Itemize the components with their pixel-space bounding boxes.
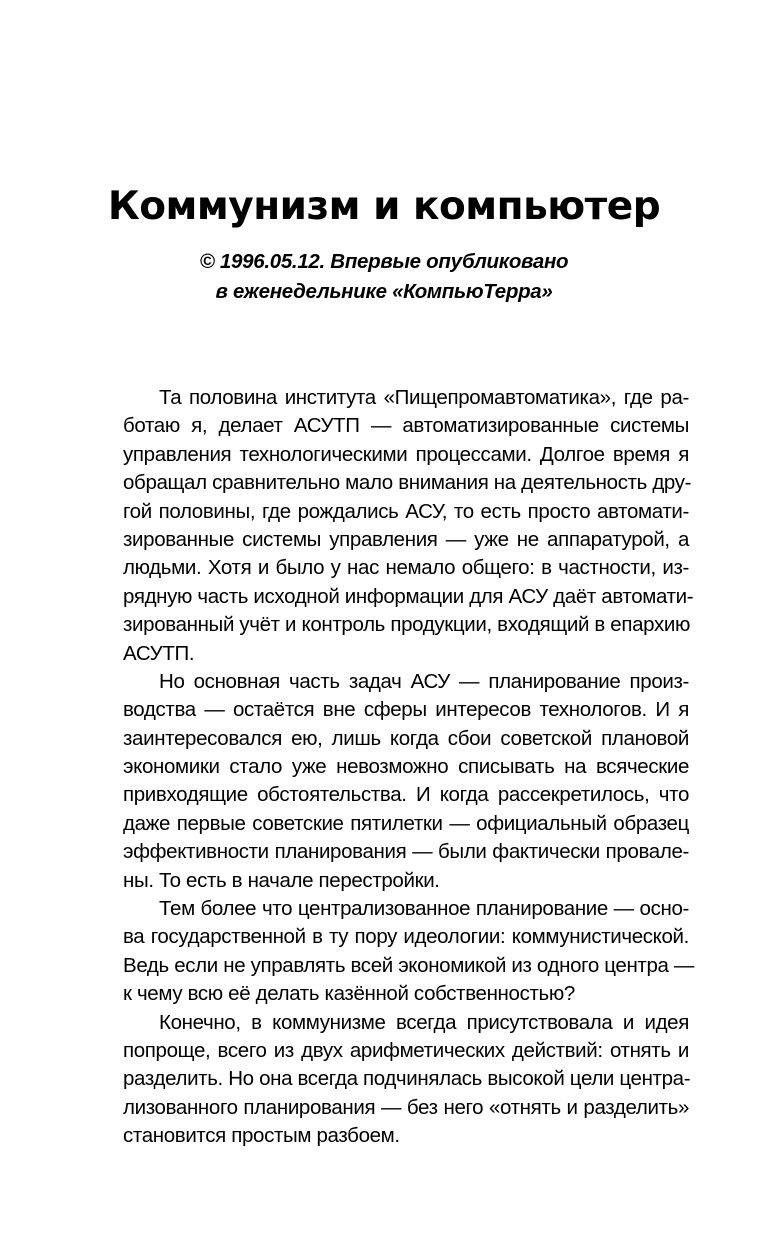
text-line: к чему всю её делать казённой собственностью? — [123, 982, 575, 1006]
text-line: Та половина института «Пищепромавтоматика», где ра- — [159, 386, 689, 409]
subtitle — [0, 247, 768, 307]
page-title: Коммунизм и компьютер — [107, 184, 661, 229]
text-line: заинтересовался ею, лишь когда сбои советской плановой — [123, 726, 689, 750]
paragraph — [123, 384, 694, 668]
text-line: ны. То есть в начале перестройки. — [123, 868, 440, 892]
text-line: лизованного планирования — без него «отнять и разделить» — [123, 1095, 689, 1119]
text-line: Ведь если не управлять всей экономикой из одного центра — — [123, 953, 695, 977]
paragraph — [123, 895, 695, 1009]
text-line: разделить. Но она всегда подчинялась высокой цели центра- — [123, 1067, 691, 1091]
text-line: ботаю я, делает АСУТП — автоматизированные системы — [123, 414, 689, 438]
text-line: людьми. Хотя и было у нас немало общего: в частности, из- — [123, 556, 689, 580]
text-line: управления технологическими процессами. Долгое время я — [123, 442, 689, 466]
text-line: экономики стало уже невозможно списывать на всяческие — [123, 755, 689, 779]
text-line: становится простым разбоем. — [123, 1124, 400, 1148]
text-line: АСУТП. — [123, 641, 195, 665]
paragraph — [123, 1009, 689, 1151]
body-text — [123, 384, 695, 1151]
text-line: Но основная часть задач АСУ — планирование произ- — [159, 669, 689, 693]
text-line: гой половины, где рождались АСУ, то есть просто автомати- — [123, 499, 689, 523]
text-line: ва государственной в ту пору идеологии: коммунистической. — [123, 925, 689, 949]
text-line: обращал сравнительно мало внимания на деятельность дру- — [123, 471, 692, 495]
text-line: зированные системы управления — уже не аппаратурой, а — [123, 527, 689, 551]
text-line: зированный учёт и контроль продукции, входящий в епархию — [123, 613, 690, 637]
subtitle-line-2: в еженедельнике «КомпьюТерра» — [215, 280, 553, 303]
text-line: попроще, всего из двух арифметических действий: отнять и — [123, 1038, 689, 1062]
text-line: эффективности планирования — были фактически провале- — [123, 840, 689, 864]
text-line: Тем более что централизованное планирование — осно- — [159, 897, 689, 921]
paragraph — [123, 668, 689, 895]
text-line: рядную часть исходной информации для АСУ даёт автомати- — [123, 584, 694, 608]
text-line: водства — остаётся вне сферы интересов технологов. И я — [123, 698, 689, 722]
text-line: привходящие обстоятельства. И когда рассекретилось, что — [123, 783, 689, 807]
subtitle-line-1: © 1996.05.12. Впервые опубликовано — [199, 250, 569, 273]
text-line: Конечно, в коммунизме всегда присутствовала и идея — [159, 1010, 689, 1034]
text-line: даже первые советские пятилетки — официальный образец — [123, 811, 689, 835]
